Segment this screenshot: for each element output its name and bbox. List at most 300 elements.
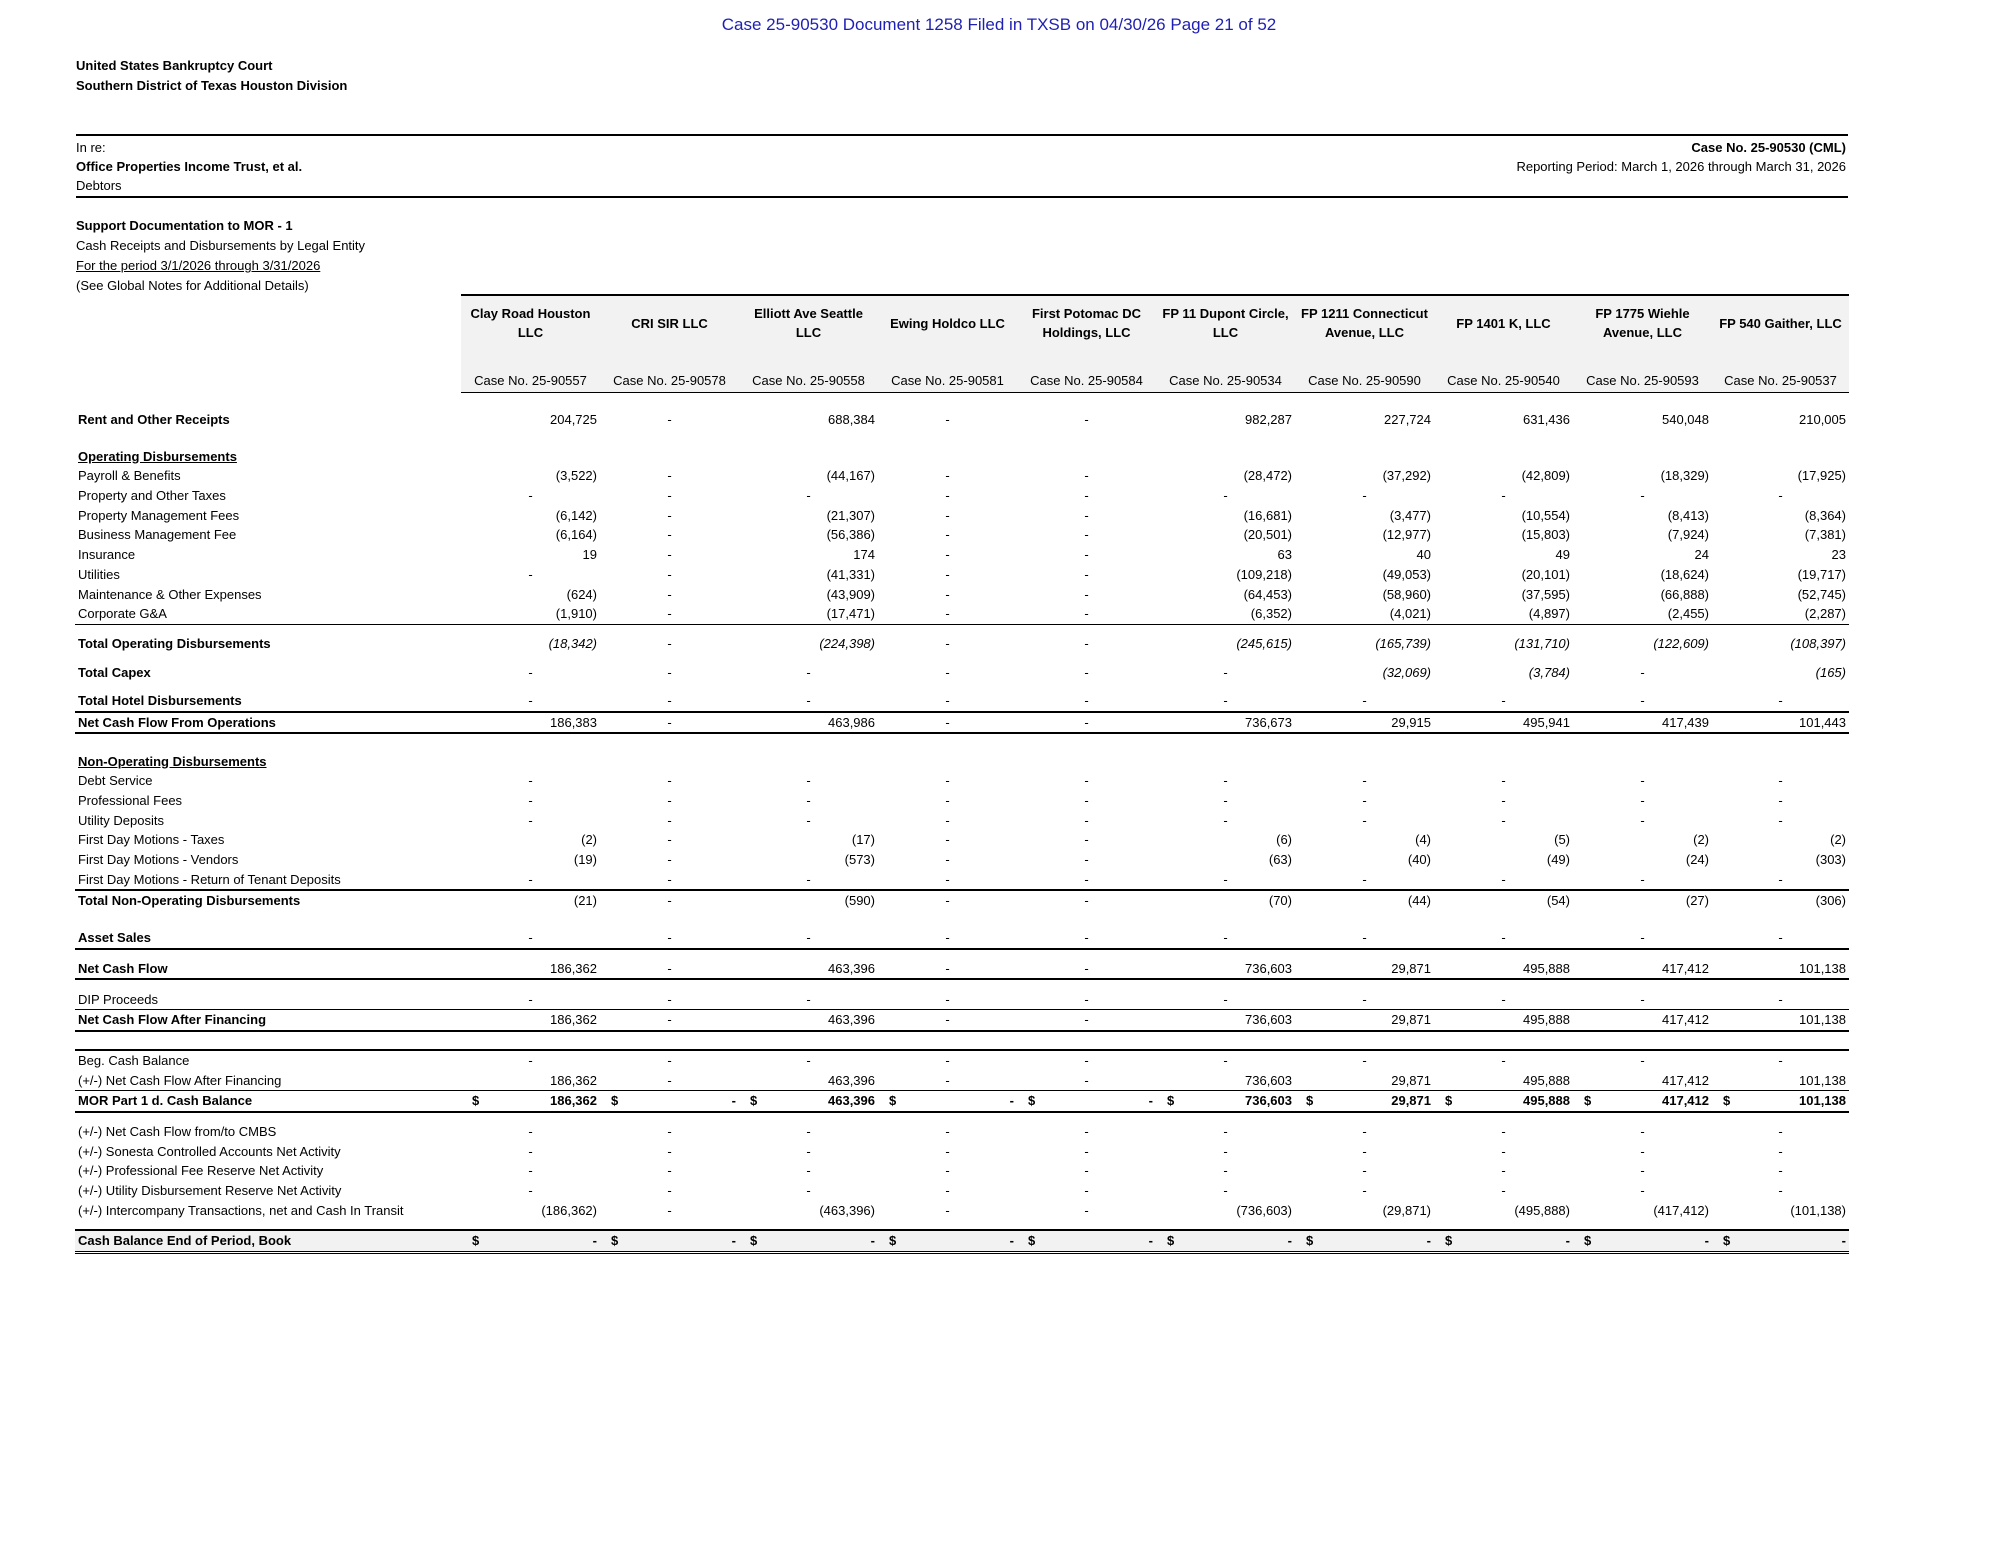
table-row [75,486,1849,506]
row-value: - [806,1183,811,1199]
empty-cell [1295,751,1434,771]
row-value: - [945,507,950,523]
row-value: - [1640,1123,1645,1139]
row-value: - [1223,1143,1228,1159]
row-value: - [1017,604,1156,624]
row-value: (4,021) [1295,604,1434,624]
table-row [75,446,1849,466]
row-value: (3,784) [1528,664,1570,680]
row-value: - [1084,832,1089,848]
row-value-text: - [731,1093,736,1109]
row-value: 174 [853,547,875,563]
support-title: Support Documentation to MOR - 1 [76,218,293,233]
row-value: - [1640,1143,1645,1159]
row-value: 101,138 [1799,1072,1846,1088]
row-value: 19 [582,547,597,563]
table-row [75,545,1849,565]
row-value: (165,739) [1375,635,1431,651]
in-re-label: In re: [76,140,106,155]
dollar-sign: $ [1723,1093,1731,1109]
entity-header-gap [600,350,739,370]
row-value: (6,164) [555,527,597,543]
spacer-row [75,1031,1849,1050]
row-value: - [667,1072,672,1088]
table-row [75,869,1849,890]
row-value: - [667,773,672,789]
empty-cell [1712,446,1849,466]
row-value: - [667,1123,672,1139]
row-label: Operating Disbursements [78,448,237,464]
row-value-text: - [1565,1233,1570,1249]
spacer-cell [75,1031,1849,1050]
row-value: 210,005 [1799,412,1846,428]
row-value: (28,472) [1243,468,1292,484]
spacer-cell [75,682,1849,691]
row-value: - [1223,1183,1228,1199]
row-value: - [528,1123,533,1139]
row-value: - [1295,869,1434,890]
spacer-cell [75,429,1849,446]
row-value [600,1090,739,1111]
row-value: (8,413) [1667,507,1709,523]
empty-cell [1573,446,1712,466]
entity-case-number: Case No. 25-90558 [739,370,878,393]
row-value: (66,888) [1660,586,1709,602]
cash-receipts-table [75,294,1849,1254]
spacer-row [75,392,1849,410]
row-value: 29,915 [1295,712,1434,734]
table-row [75,810,1849,830]
entity-header-gap [1295,350,1434,370]
row-value: - [1434,989,1573,1009]
row-value: - [1640,793,1645,809]
row-value: - [878,691,1017,712]
row-value: - [600,691,739,712]
dollar-sign: $ [1445,1093,1453,1109]
spacer-row [75,979,1849,989]
entity-case-number: Case No. 25-90593 [1573,370,1712,393]
row-value: - [1017,1050,1156,1071]
row-label: MOR Part 1 d. Cash Balance [75,1090,461,1111]
row-value: 186,362 [461,1009,600,1030]
row-value: (44,167) [826,468,875,484]
spacer-cell [75,949,1849,959]
row-value: (165) [1815,664,1846,680]
row-label: Net Cash Flow [75,959,461,980]
empty-cell [600,751,739,771]
row-value: (2,455) [1573,604,1712,624]
row-value-text: - [1287,1233,1292,1249]
court-line-1: United States Bankruptcy Court [76,58,273,73]
dollar-sign: $ [1584,1233,1592,1249]
row-value: - [1084,852,1089,868]
row-value-text: - [1426,1233,1431,1249]
table-row [75,830,1849,850]
row-value: - [1434,928,1573,949]
row-value: - [945,1143,950,1159]
dollar-sign: $ [472,1093,480,1109]
row-value: (19) [573,852,597,868]
row-label: Net Cash Flow From Operations [75,712,461,734]
row-value: - [1223,664,1228,680]
row-value: (18,329) [1660,468,1709,484]
empty-cell [878,446,1017,466]
row-value: - [1362,488,1367,504]
row-value: (5) [1554,832,1570,848]
row-value: - [1640,488,1645,504]
row-value: - [1712,869,1849,890]
entity-case-number: Case No. 25-90581 [878,370,1017,393]
row-value: - [461,928,600,949]
row-value: (6) [1276,832,1292,848]
row-value: - [1573,989,1712,1009]
row-value: (63) [1268,852,1292,868]
row-value: - [1362,773,1367,789]
row-value: 495,941 [1434,712,1573,734]
dollar-sign: $ [1306,1093,1314,1109]
table-row [75,928,1849,949]
row-value: - [1501,1143,1506,1159]
row-value: - [667,832,672,848]
row-value: - [1640,1163,1645,1179]
entity-case-number: Case No. 25-90540 [1434,370,1573,393]
row-value: (40) [1407,852,1431,868]
row-value: (3,522) [555,468,597,484]
row-value: 736,603 [1156,959,1295,980]
row-value: 49 [1555,547,1570,563]
row-value: 29,871 [1391,1072,1431,1088]
row-value-text: 417,412 [1662,1093,1709,1109]
entity-case-row [75,370,1849,393]
row-value: 417,412 [1662,1072,1709,1088]
row-value: 463,396 [739,959,878,980]
row-value: - [1017,1009,1156,1030]
row-value: - [1223,773,1228,789]
row-value: 688,384 [828,412,875,428]
table-row [75,1009,1849,1030]
row-value: 101,138 [1712,1009,1849,1030]
row-value: - [528,773,533,789]
row-value: (6,142) [555,507,597,523]
table-row [75,604,1849,624]
row-value: 463,396 [828,1072,875,1088]
row-value-text: 29,871 [1391,1093,1431,1109]
entity-header-gap [1573,350,1712,370]
entity-name-header: Elliott Ave Seattle LLC [739,295,878,350]
row-value: (7,924) [1667,527,1709,543]
row-value: 204,725 [550,412,597,428]
table-row [75,1141,1849,1161]
row-value: - [1084,412,1089,428]
row-value-text: - [870,1233,875,1249]
spacer-row [75,1220,1849,1230]
row-label: Total Capex [78,664,151,680]
row-value: (463,396) [819,1202,875,1218]
row-value: - [945,664,950,680]
row-value: - [1712,691,1849,712]
row-value: 24 [1694,547,1709,563]
table-row [75,691,1849,712]
entity-header-gap [1156,350,1295,370]
row-value: - [1712,928,1849,949]
row-value: (32,069) [1382,664,1431,680]
row-value: - [1084,1163,1089,1179]
row-value: - [1362,1123,1367,1139]
row-value: (108,397) [1790,635,1846,651]
dollar-sign: $ [611,1233,619,1249]
entity-name-row [75,295,1849,350]
row-value [1156,1230,1295,1252]
row-value: - [1640,664,1645,680]
row-value: (29,871) [1382,1202,1431,1218]
row-label: (+/-) Professional Fee Reserve Net Activity [78,1163,324,1179]
table-row [75,1122,1849,1142]
row-value: - [1640,1183,1645,1199]
row-value: - [1295,691,1434,712]
row-value: - [806,1123,811,1139]
row-value-text: - [592,1233,597,1249]
row-value: - [1084,468,1089,484]
table-row [75,890,1849,911]
row-value [1573,1230,1712,1252]
row-value [1295,1090,1434,1111]
row-value: (131,710) [1514,635,1570,651]
row-value: - [600,989,739,1009]
row-value: (16,681) [1243,507,1292,523]
row-value: - [528,1143,533,1159]
row-value: - [1084,635,1089,651]
row-value: - [667,1202,672,1218]
support-period: For the period 3/1/2026 through 3/31/2026 [76,258,321,273]
row-value: - [667,586,672,602]
row-value [1434,1230,1573,1252]
row-value: - [945,547,950,563]
spacer-cell [75,392,1849,410]
support-note: (See Global Notes for Additional Details) [76,278,309,293]
row-value: - [1501,793,1506,809]
row-value: (18,342) [548,635,597,651]
row-value: (2) [1830,832,1846,848]
table-row [75,771,1849,791]
entity-gap-row [75,350,1849,370]
entity-name-header: CRI SIR LLC [600,295,739,350]
row-value: 736,603 [1245,1072,1292,1088]
table-body [75,392,1849,1252]
entity-case-number: Case No. 25-90584 [1017,370,1156,393]
row-value: - [1778,773,1783,789]
row-label: Maintenance & Other Expenses [78,586,262,602]
row-label: Cash Balance End of Period, Book [75,1230,461,1252]
row-value: 463,396 [739,1009,878,1030]
row-value: (186,362) [541,1202,597,1218]
row-value: (1,910) [461,604,600,624]
spacer-cell [75,1220,1849,1230]
row-value: - [1223,812,1228,828]
table-row [75,751,1849,771]
row-value: - [1017,989,1156,1009]
entity-name-header: FP 11 Dupont Circle, LLC [1156,295,1295,350]
row-value: - [1501,1123,1506,1139]
row-value: - [1156,928,1295,949]
dollar-sign: $ [1167,1233,1175,1249]
dollar-sign: $ [1028,1093,1036,1109]
spacer-row [75,682,1849,691]
row-value: (49,053) [1382,566,1431,582]
row-value: - [1017,691,1156,712]
empty-cell [1017,446,1156,466]
row-value: - [1434,869,1573,890]
row-value: (245,615) [1236,635,1292,651]
row-value: (7,381) [1804,527,1846,543]
row-value: - [1223,1163,1228,1179]
row-value: (17,471) [739,604,878,624]
row-value [1295,1230,1434,1252]
row-value: - [667,852,672,868]
table-row [75,1050,1849,1071]
case-header [76,134,1848,198]
row-label: Debt Service [78,773,153,789]
row-value: - [945,1183,950,1199]
empty-cell [1295,446,1434,466]
entity-name-header: FP 1775 Wiehle Avenue, LLC [1573,295,1712,350]
row-value: - [878,1009,1017,1030]
row-value: - [806,1143,811,1159]
row-value: - [945,1163,950,1179]
row-value: - [945,1202,950,1218]
row-value: (495,888) [1514,1202,1570,1218]
table-row [75,662,1849,682]
support-doc-header [76,216,365,296]
row-value: - [1712,1050,1849,1071]
table-row [75,1230,1849,1252]
row-value: - [1778,1143,1783,1159]
row-value: 540,048 [1662,412,1709,428]
row-value: - [667,527,672,543]
row-value: (101,138) [1790,1202,1846,1218]
row-label: Non-Operating Disbursements [78,753,267,769]
row-value: (306) [1815,893,1846,909]
row-value: - [1501,812,1506,828]
row-value: (58,960) [1382,586,1431,602]
row-value: (42,809) [1521,468,1570,484]
row-value: - [667,507,672,523]
empty-cell [1156,751,1295,771]
row-value: - [1362,812,1367,828]
row-value: (43,909) [826,586,875,602]
row-value: - [878,712,1017,734]
table-row [75,634,1849,654]
row-value: - [1084,893,1089,909]
row-value: (122,609) [1653,635,1709,651]
spacer-cell [75,624,1849,634]
row-value [1712,1090,1849,1111]
row-label: Corporate G&A [75,604,461,624]
row-value: - [1778,488,1783,504]
row-value: - [806,1163,811,1179]
row-value: - [878,989,1017,1009]
row-value: - [1017,712,1156,734]
row-value: - [945,412,950,428]
row-value: - [945,852,950,868]
spacer-row [75,1112,1849,1122]
row-label: Property Management Fees [78,507,240,523]
empty-cell [461,751,600,771]
row-value: - [528,1183,533,1199]
row-value: - [528,566,533,582]
row-value: - [600,604,739,624]
row-value: - [1573,869,1712,890]
entity-name-header: FP 540 Gaither, LLC [1712,295,1849,350]
row-label: Payroll & Benefits [78,468,181,484]
row-value: - [461,869,600,890]
row-value [1017,1090,1156,1111]
table-row [75,565,1849,585]
table-row [75,1181,1849,1201]
row-value: (17) [851,832,875,848]
row-value: - [1362,793,1367,809]
spacer-cell [75,653,1849,662]
row-value: 227,724 [1384,412,1431,428]
row-value: - [667,566,672,582]
dollar-sign: $ [1445,1233,1453,1249]
row-value: - [667,412,672,428]
row-value: - [945,488,950,504]
row-value: - [1778,812,1783,828]
row-value-text: - [1841,1233,1846,1249]
row-value: - [1017,928,1156,949]
entity-name-header: FP 1211 Connecticut Avenue, LLC [1295,295,1434,350]
row-value: - [1084,1143,1089,1159]
table-row [75,791,1849,811]
table-row [75,850,1849,870]
table-row [75,712,1849,734]
row-value: - [806,793,811,809]
row-value: - [1434,691,1573,712]
row-value: 40 [1416,547,1431,563]
row-value: - [667,488,672,504]
row-value: - [1084,1123,1089,1139]
row-label: (+/-) Net Cash Flow from/to CMBS [78,1123,277,1139]
row-value: (2) [581,832,597,848]
dollar-sign: $ [472,1233,480,1249]
row-value: - [461,1050,600,1071]
spacer-cell [75,911,1849,928]
row-value: - [1295,928,1434,949]
row-value: - [945,1123,950,1139]
row-value: - [1362,1183,1367,1199]
empty-cell [461,446,600,466]
dollar-sign: $ [1306,1233,1314,1249]
row-value: - [600,1050,739,1071]
row-value: - [461,691,600,712]
row-value: - [1084,547,1089,563]
row-value: 631,436 [1523,412,1570,428]
row-value: - [945,812,950,828]
row-value-text: 495,888 [1523,1093,1570,1109]
row-value: - [1017,959,1156,980]
row-value: 495,888 [1434,959,1573,980]
row-value: 982,287 [1245,412,1292,428]
row-value: - [739,1050,878,1071]
row-value: (8,364) [1804,507,1846,523]
entity-case-number: Case No. 25-90578 [600,370,739,393]
row-value: (56,386) [826,527,875,543]
table-row [75,1090,1849,1111]
row-value: (3,477) [1389,507,1431,523]
empty-cell [739,446,878,466]
row-value: (303) [1815,852,1846,868]
entity-header-gap [878,350,1017,370]
